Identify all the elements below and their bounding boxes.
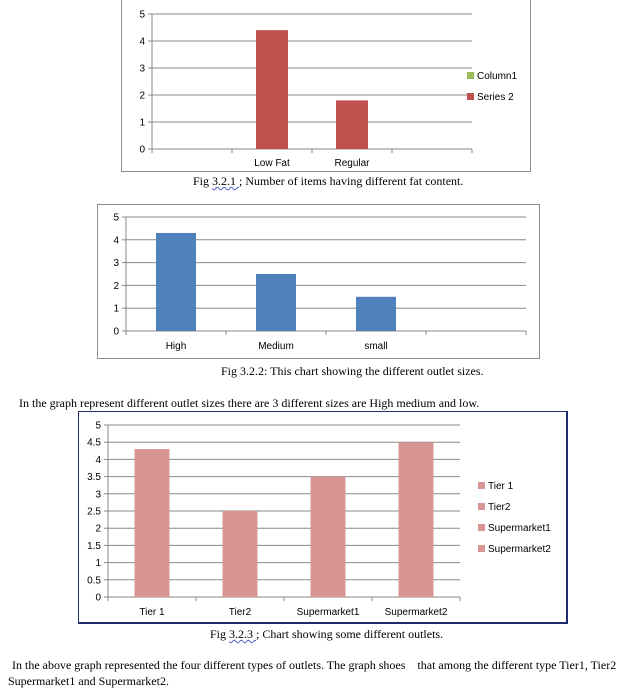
chart1-svg [122,0,532,173]
fig1-caption-text: ; Number of items having different fat content. [239,174,464,188]
chart3-bar [135,449,170,597]
chart1-bar [336,100,368,149]
chart3-ytick-label: 4 [95,454,101,466]
fig1-caption-prefix: Fig [193,174,213,188]
fig3-caption-number: 3.2.3 [229,627,257,641]
chart3-legend-label: Tier 1 [488,481,514,492]
chart3-ytick-label: 3.5 [87,472,101,484]
paragraph-outlet-types-line1: In the above graph represented the four different types of outlets. The graph shoes that among the different type Tier1, Tier2 [12,658,617,672]
chart1-bar [256,30,288,149]
fig3-caption-text: ; Chart showing some different outlets. [256,627,444,641]
chart3-legend-label: Supermarket2 [488,544,551,555]
chart2-bar [356,297,396,331]
chart-fat-content [121,0,531,172]
chart3-ytick-label: 0 [95,592,101,604]
chart3-bar [223,511,258,597]
chart3-xtick-label: Supermarket2 [384,607,448,618]
chart3-legend-swatch [478,482,485,489]
chart-outlet-types [78,411,568,624]
chart1-ytick-label: 5 [139,9,145,21]
chart3-ytick-label: 5 [95,420,101,432]
chart2-bar [156,233,196,331]
chart2-ytick-label: 4 [113,235,119,247]
chart1-legend-swatch [467,72,474,79]
chart3-bar [311,477,346,597]
chart1-legend-swatch [467,93,474,100]
chart2-xtick-label: small [364,341,388,352]
chart1-ytick-label: 0 [139,144,145,156]
chart2-ytick-label: 1 [113,303,119,315]
chart1-ytick-label: 2 [139,90,145,102]
chart3-ytick-label: 2.5 [87,506,101,518]
chart3-legend-label: Supermarket1 [488,523,551,534]
fig3-caption-prefix: Fig [210,627,230,641]
chart2-bar [256,274,296,331]
chart3-legend-swatch [478,545,485,552]
chart3-ytick-label: 1 [95,558,101,570]
chart1-ytick-label: 3 [139,63,145,75]
fig1-caption-number: 3.2.1 [212,174,240,188]
chart3-xtick-label: Tier 1 [139,607,165,618]
chart3-legend-swatch [478,524,485,531]
chart3-legend-label: Tier2 [488,502,511,513]
fig3-caption [210,627,443,642]
chart3-xtick-label: Supermarket1 [296,607,360,618]
chart3-ytick-label: 1.5 [87,540,101,552]
chart1-xtick-label: Low Fat [254,158,290,169]
chart2-ytick-label: 0 [113,326,119,338]
chart2-ytick-label: 3 [113,258,119,270]
paragraph-outlet-types [8,657,637,689]
chart2-ytick-label: 5 [113,212,119,224]
chart3-ytick-label: 0.5 [87,575,101,587]
chart2-ytick-label: 2 [113,280,119,292]
chart3-ytick-label: 4.5 [87,437,101,449]
chart2-xtick-label: Medium [258,341,294,352]
chart1-legend-label: Series 2 [477,92,514,103]
chart2-svg [98,205,541,360]
chart3-xtick-label: Tier2 [228,607,252,618]
paragraph-outlet-sizes: In the graph represent different outlet sizes there are 3 different sizes are High medium and low. [19,396,480,410]
chart1-ytick-label: 1 [139,117,145,129]
chart3-legend-swatch [478,503,485,510]
chart3-bar [399,442,434,597]
chart2-xtick-label: High [165,341,187,352]
fig2-caption: Fig 3.2.2: This chart showing the different outlet sizes. [221,364,484,378]
chart3-ytick-label: 2 [95,523,101,535]
chart3-ytick-label: 3 [95,489,101,501]
chart1-xtick-label: Regular [334,158,370,169]
chart1-legend-label: Column1 [477,71,518,82]
fig1-caption [193,174,463,189]
chart3-svg [79,412,569,625]
paragraph-outlet-types-line2: Supermarket1 and Supermarket2. [8,674,169,688]
chart1-ytick-label: 4 [139,36,145,48]
chart-outlet-sizes [97,204,540,359]
